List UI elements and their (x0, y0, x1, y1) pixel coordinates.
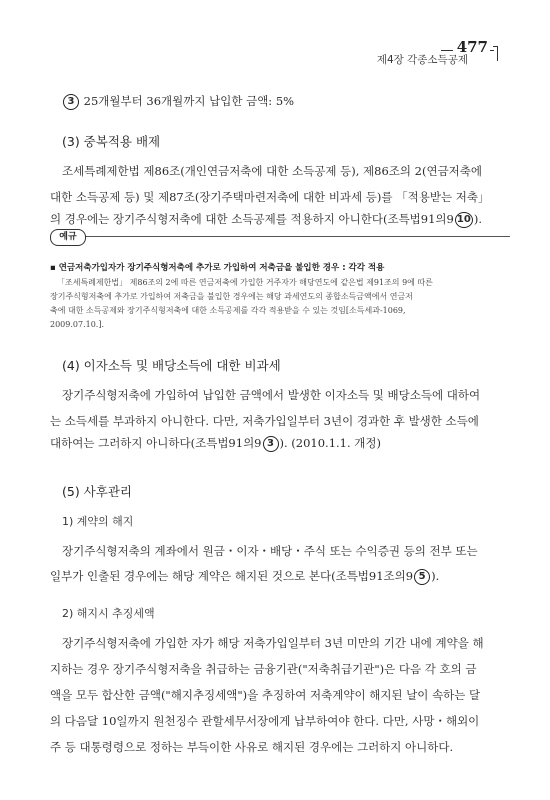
example-line-4: 2009.07.10.]. (50, 320, 105, 329)
section-3-line-3-end: ). (473, 212, 483, 226)
circled-number-marker: 3 (263, 436, 279, 452)
item-3-line (62, 88, 294, 114)
section-4-line-3-end: ). (2010.1.1. 개정) (279, 436, 382, 450)
subsection-1-line-2-text: 일부가 인출된 경우에는 해당 계약은 해지된 것으로 본다(조특법91조의9 (50, 569, 414, 583)
subsection-2-line-2: 지하는 경우 장기주식형저축을 취급하는 금융기관("저축취급기관")은 다음 각 호의 금 (50, 662, 477, 676)
section-4-heading: (4) 이자소득 및 배당소득에 대한 비과세 (62, 358, 281, 373)
subsection-2-line-3: 액을 모두 합산한 금액("해지추징세액")을 추징하여 저축계약이 해지된 날이 속하는 달 (50, 688, 481, 702)
section-3-line-2: 대한 소득공제 등) 및 제87조(장기주택마련저축에 대한 비과세 등)를 「적용받는 저축」 (50, 190, 490, 204)
section-4-line-3 (50, 430, 381, 456)
example-line-1: 「조세특례제한법」 제86조의 2에 따른 연금저축에 가입한 거주자가 해당연도에 같은법 제91조의 9에 따른 (57, 278, 433, 287)
section-3-line-3-text: 의 경우에는 장기주식형저축에 대한 소득공제를 적용하지 아니한다(조특법91의9 (50, 212, 454, 226)
page-number: 477 (453, 38, 490, 56)
subsection-2-line-4: 의 다음달 10일까지 원천징수 관할세무서장에게 납부하여야 한다. 다만, 사망・해외이 (50, 714, 480, 728)
example-divider (84, 236, 510, 237)
example-line-3: 축에 대한 소득공제와 장기주식형저축에 대한 소득공제를 각각 적용받을 수 있는 것임[소득세과-1069, (50, 306, 406, 315)
subsection-1-heading: 1) 계약의 해지 (62, 515, 134, 528)
item-3-text: 25개월부터 36개월까지 납입한 금액: 5% (83, 94, 295, 108)
subsection-2-heading: 2) 해지시 추징세액 (62, 607, 155, 620)
section-3-heading: (3) 중복적용 배제 (62, 134, 161, 149)
subsection-2-line-5: 주 등 대통령령으로 정하는 부득이한 사유로 해지된 경우에는 그러하지 아니하다. (50, 740, 454, 754)
section-4-line-1: 장기주식형저축에 가입하여 납입한 금액에서 발생한 이자소득 및 배당소득에 대하여 (62, 388, 481, 402)
circled-number-marker: 10 (455, 212, 473, 228)
chapter-title: 제4장 각종소득공제 (376, 54, 468, 66)
header-corner-mark (493, 46, 498, 61)
section-4-line-2: 는 소득세를 부과하지 아니한다. 다만, 저축가입일부터 3년이 경과한 후 발생한 소득에 (50, 414, 479, 428)
circled-number-marker: 3 (63, 94, 79, 110)
subsection-1-line-2 (50, 563, 439, 589)
section-3-line-1: 조세특례제한법 제86조(개인연금저축에 대한 소득공제 등), 제86조의 2(연금저축에 (62, 164, 483, 178)
subsection-2-line-1: 장기주식형저축에 가입한 자가 해당 저축가입일부터 3년 미만의 기간 내에 계약을 해 (62, 636, 484, 650)
example-tag: 예규 (50, 229, 86, 246)
example-line-2: 장기주식형저축에 추가로 가입하여 저축금을 불입한 경우에는 해당 과세연도의 종합소득금액에서 연금저 (50, 292, 413, 301)
page-header (0, 0, 550, 70)
subsection-1-line-2-end: ). (431, 569, 440, 583)
circled-number-marker: 5 (414, 569, 430, 585)
section-3-line-3 (50, 206, 482, 232)
section-4-line-3-text: 대하여는 그러하지 아니하다(조특법91의9 (50, 436, 262, 450)
subsection-1-line-1: 장기주식형저축의 계좌에서 원금・이자・배당・주식 또는 수익증권 등의 전부 또는 (62, 544, 478, 558)
section-5-heading: (5) 사후관리 (62, 484, 132, 499)
example-title: ▪ 연금저축가입자가 장기주식형저축에 추가로 가입하여 저축금을 불입한 경우 : 각각 적용 (50, 263, 385, 273)
